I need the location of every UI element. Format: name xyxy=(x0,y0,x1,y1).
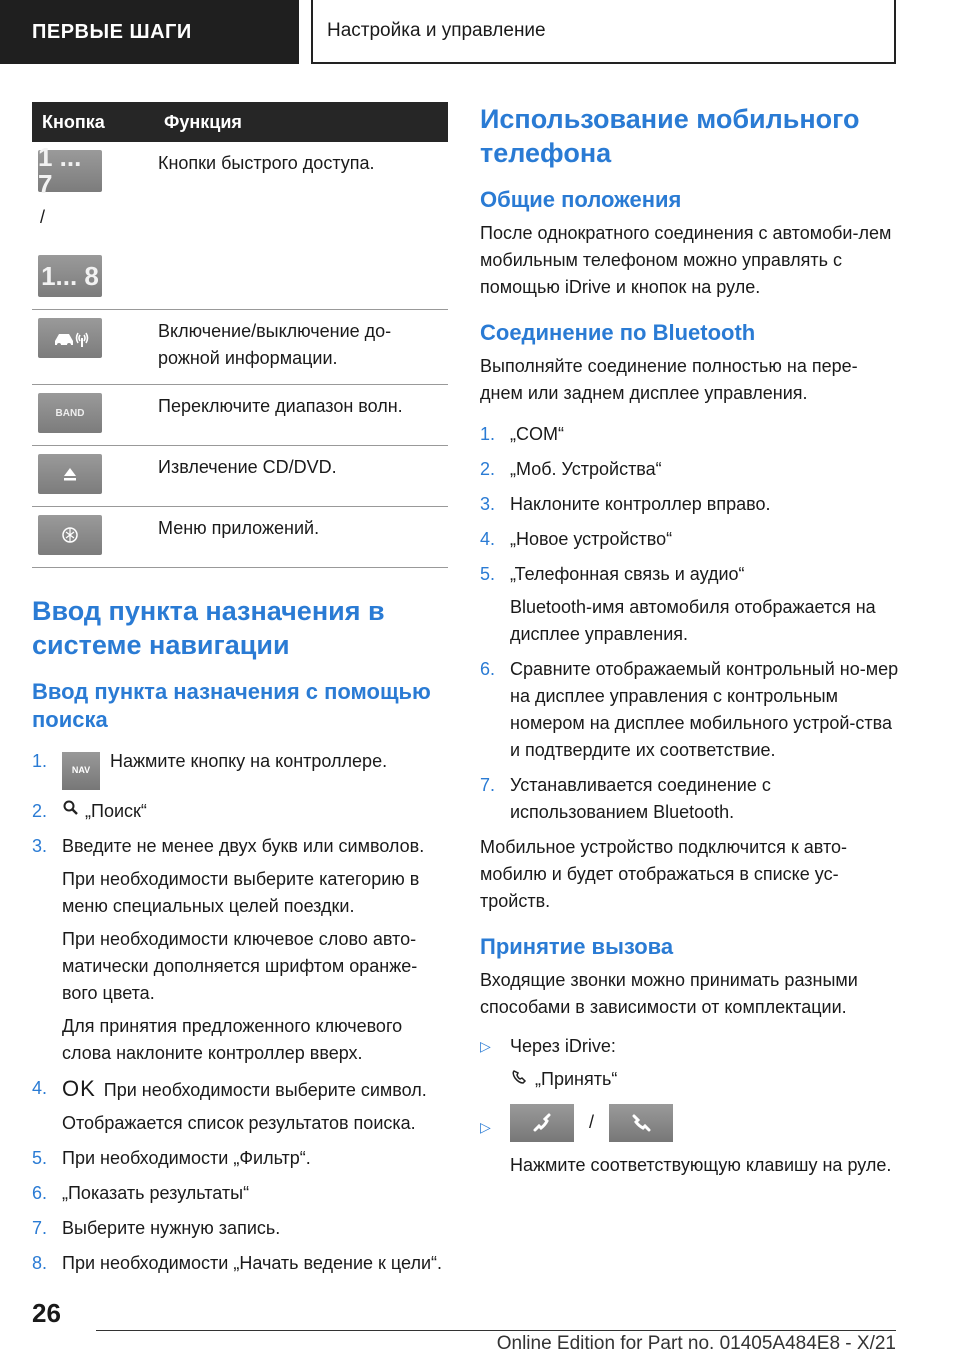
nav-steps xyxy=(32,748,448,1277)
list-item: 1. NAV Нажмите кнопку на контроллере. xyxy=(32,748,448,790)
buttons-table xyxy=(32,102,448,568)
edition-text: Online Edition for Part no. 01405A484E8 - X/21 xyxy=(496,1333,896,1354)
table-header-button: Кнопка xyxy=(32,102,150,142)
list-item: 2. „Моб. Устройства“ xyxy=(480,459,662,479)
list-item: 5. При необходимости „Фильтр“. xyxy=(32,1148,311,1169)
table-header-function: Функция xyxy=(150,102,448,142)
traffic-info-icon xyxy=(38,318,102,358)
phone-pickup-icon xyxy=(510,1104,574,1142)
table-row xyxy=(32,507,448,568)
list-item: 5. „Телефонная связь и аудио“ Bluetooth-имя автомобиля отображается на дисплее управления. xyxy=(480,564,876,644)
general-title: Общие положения xyxy=(480,187,682,212)
bluetooth-text: Выполняйте соединение полностью на пере-днем или заднем дисплее управления. xyxy=(480,356,858,403)
function-text: Включение/выключение до-рожной информации. xyxy=(150,310,448,385)
phone-accept-icon xyxy=(510,1067,530,1094)
search-icon xyxy=(62,798,80,825)
list-item: ▷ Через iDrive: „Принять“ xyxy=(480,1033,900,1094)
eject-icon xyxy=(38,454,102,494)
nav-key-icon: NAV xyxy=(62,752,100,790)
list-item: 1. „COM“ xyxy=(480,424,564,444)
list-item: 7. Выберите нужную запись. xyxy=(32,1218,281,1239)
call-title: Принятие вызова xyxy=(480,934,674,959)
function-text: Извлечение CD/DVD. xyxy=(150,446,448,507)
general-text: После однократного соединения с автомоби-лем мобильным телефоном можно управлять с помощью iDrive и кнопок на руле. xyxy=(480,223,892,297)
function-text: Переключите диапазон волн. xyxy=(150,385,448,446)
favorites-key-1-7: 1 ... 7 xyxy=(38,150,102,192)
nav-title: Ввод пункта назначения в системе навигации xyxy=(32,596,385,660)
page-number: 26 xyxy=(32,1298,61,1328)
phone-hangup-icon xyxy=(609,1104,673,1142)
bluetooth-steps xyxy=(480,421,900,826)
table-row xyxy=(32,142,448,310)
nav-subtitle: Ввод пункта назначения с помощью поиска xyxy=(32,679,431,732)
ok-icon: OK xyxy=(62,1076,96,1102)
function-text: Меню приложений. xyxy=(150,507,448,568)
right-column xyxy=(480,102,900,1189)
list-item: 6. „Показать результаты“ xyxy=(32,1183,250,1204)
key-separator: / xyxy=(589,1111,595,1132)
function-text: Кнопки быстрого доступа. xyxy=(150,142,448,310)
phone-title: Использование мобильного телефона xyxy=(480,104,860,168)
left-column xyxy=(32,102,448,1285)
call-options xyxy=(480,1033,900,1179)
favorites-key-1-8: 1... 8 xyxy=(38,255,102,297)
list-item: 6. Сравните отображаемый контрольный но-мер на дисплее управления с контрольным номером на дисплее мобильного устрой-ства и подтвердите их соответствие. xyxy=(480,659,899,760)
bluetooth-title: Соединение по Bluetooth xyxy=(480,320,756,345)
table-row xyxy=(32,446,448,507)
section-tab: ПЕРВЫЕ ШАГИ xyxy=(0,0,299,64)
list-item: 3. Наклоните контроллер вправо. xyxy=(480,494,771,514)
bluetooth-after-text: Мобильное устройство подключится к авто-мобилю и будет отображаться в списке ус-тройств. xyxy=(480,837,848,911)
band-key: BAND xyxy=(38,393,102,433)
footer-divider xyxy=(96,1330,896,1331)
table-row xyxy=(32,385,448,446)
list-item: 2. „Поиск“ xyxy=(32,798,448,826)
topic-tab: Настройка и управление xyxy=(311,0,896,64)
key-separator: / xyxy=(40,207,46,227)
list-item: 3. Введите не менее двух букв или символов. При необходимости выберите категорию в меню специальных целей поездки. При необходимости ключевое слово авто-матически дополняется шрифтом оранже-вого цвета. Для принятия предложенного ключевого слова наклоните контроллер вверх. xyxy=(32,836,425,1064)
table-row xyxy=(32,310,448,385)
list-item: 4. „Новое устройство“ xyxy=(480,529,673,549)
list-item: 4. OK При необходимости выберите символ. Отображается список результатов поиска. xyxy=(32,1076,427,1134)
list-item: 7. Устанавливается соединение с использованием Bluetooth. xyxy=(480,775,771,822)
call-text: Входящие звонки можно принимать разными способами в зависимости от комплектации. xyxy=(480,970,858,1017)
apps-icon xyxy=(38,515,102,555)
list-item: 8. При необходимости „Начать ведение к цели“. xyxy=(32,1253,443,1274)
list-item: ▷ / Нажмите соответствующую клавишу на руле. xyxy=(480,1104,900,1179)
